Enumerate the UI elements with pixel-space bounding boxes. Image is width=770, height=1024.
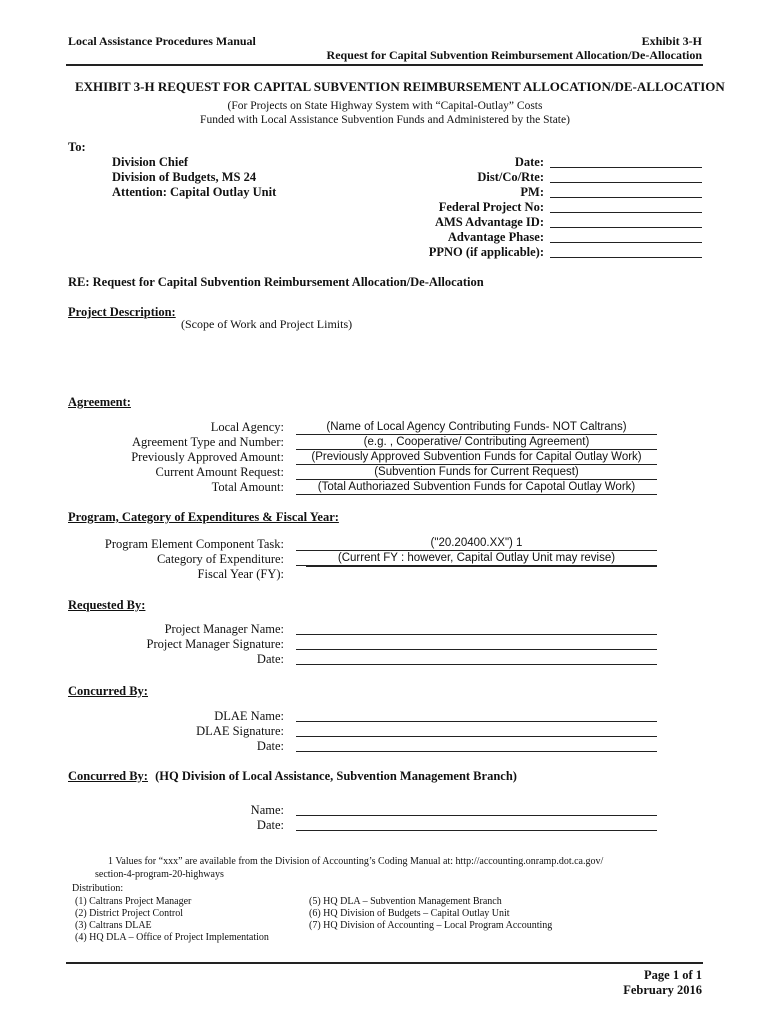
fiscal-year-field[interactable] — [306, 566, 657, 567]
header-subtitle: Request for Capital Subvention Reimbursement Allocation/De-Allocation — [326, 48, 702, 62]
dlae-date-field[interactable] — [296, 751, 657, 752]
title-prefix: EXHIBIT 3-H — [75, 79, 155, 94]
agreement-type-label: Agreement Type and Number: — [132, 435, 284, 449]
distribution-item: (6) HQ Division of Budgets – Capital Outlay Unit — [309, 908, 510, 919]
ppno-field[interactable] — [550, 257, 702, 258]
requested-date-field[interactable] — [296, 664, 657, 665]
federal-project-label: Federal Project No: — [438, 200, 544, 214]
category-expenditure-field[interactable]: (Current FY : however, Capital Outlay Unit may revise) — [296, 551, 657, 566]
document-title — [75, 79, 725, 95]
fiscal-year-label: Fiscal Year (FY): — [197, 567, 284, 581]
current-amount-field[interactable]: (Subvention Funds for Current Request) — [296, 465, 657, 480]
total-amount-label: Total Amount: — [211, 480, 284, 494]
advantage-phase-field[interactable] — [550, 242, 702, 243]
page-number: Page 1 of 1 — [644, 968, 702, 982]
dlae-name-field[interactable] — [296, 721, 657, 722]
hq-name-field[interactable] — [296, 815, 657, 816]
dlae-signature-field[interactable] — [296, 736, 657, 737]
program-heading: Program, Category of Expenditures & Fiscal Year: — [68, 510, 339, 524]
pm-field[interactable] — [550, 197, 702, 198]
advantage-phase-label: Advantage Phase: — [447, 230, 544, 244]
manual-title: Local Assistance Procedures Manual — [68, 34, 256, 48]
footer-rule — [66, 962, 703, 964]
requested-by-heading: Requested By: — [68, 598, 146, 612]
previously-approved-field[interactable]: (Previously Approved Subvention Funds for Capital Outlay Work) — [296, 450, 657, 465]
concurred-by-hq-rest: (HQ Division of Local Assistance, Subvention Management Branch) — [155, 769, 517, 783]
footnote-line-2: section-4-program-20-highways — [95, 869, 224, 880]
current-amount-label: Current Amount Request: — [155, 465, 284, 479]
dlae-signature-label: DLAE Signature: — [196, 724, 284, 738]
total-amount-field[interactable]: (Total Authoriazed Subvention Funds for Capotal Outlay Work) — [296, 480, 657, 495]
agreement-heading: Agreement: — [68, 395, 131, 409]
local-agency-field[interactable]: (Name of Local Agency Contributing Funds- NOT Caltrans) — [296, 420, 657, 435]
program-element-field[interactable]: ("20.20400.XX") 1 — [296, 536, 657, 551]
to-line-3: Attention: Capital Outlay Unit — [112, 185, 277, 199]
category-expenditure-label: Category of Expenditure: — [156, 552, 284, 566]
distribution-item: (1) Caltrans Project Manager — [75, 896, 192, 907]
concurred-by-hq-heading — [68, 769, 517, 784]
pm-name-field[interactable] — [296, 634, 657, 635]
title-sub-2: Funded with Local Assistance Subvention Funds and Administered by the State) — [200, 114, 570, 126]
distribution-label: Distribution: — [72, 883, 124, 894]
ppno-label: PPNO (if applicable): — [428, 245, 544, 259]
federal-project-field[interactable] — [550, 212, 702, 213]
footer-date: February 2016 — [623, 983, 702, 997]
distribution-item: (3) Caltrans DLAE — [75, 920, 152, 931]
requested-date-label: Date: — [256, 652, 284, 666]
hq-date-field[interactable] — [296, 830, 657, 831]
to-line-1: Division Chief — [112, 155, 189, 169]
to-label: To: — [68, 140, 86, 154]
previously-approved-label: Previously Approved Amount: — [131, 450, 284, 464]
pm-label: PM: — [520, 185, 544, 199]
distribution-item: (7) HQ Division of Accounting – Local Program Accounting — [309, 920, 553, 931]
pm-name-label: Project Manager Name: — [164, 622, 284, 636]
pm-signature-field[interactable] — [296, 649, 657, 650]
date-label: Date: — [514, 155, 544, 169]
dist-co-rte-field[interactable] — [550, 182, 702, 183]
dlae-name-label: DLAE Name: — [214, 709, 284, 723]
exhibit-number: Exhibit 3-H — [641, 34, 702, 48]
concurred-by-hq-label: Concurred By: — [68, 769, 148, 783]
header-rule — [66, 64, 703, 66]
distribution-item: (2) District Project Control — [75, 908, 184, 919]
pm-signature-label: Project Manager Signature: — [146, 637, 284, 651]
agreement-type-field[interactable]: (e.g. , Cooperative/ Contributing Agreement) — [296, 435, 657, 450]
ams-advantage-field[interactable] — [550, 227, 702, 228]
footnote-line-1: 1 Values for “xxx” are available from the Division of Accounting’s Coding Manual at: http://accounting.onramp.dot.ca.gov/ — [108, 856, 604, 867]
hq-date-label: Date: — [256, 818, 284, 832]
title-main: REQUEST FOR CAPITAL SUBVENTION REIMBURSEMENT ALLOCATION/DE-ALLOCATION — [157, 79, 725, 94]
distribution-item: (5) HQ DLA – Subvention Management Branch — [309, 896, 502, 907]
dist-co-rte-label: Dist/Co/Rte: — [477, 170, 544, 184]
hq-name-label: Name: — [250, 803, 284, 817]
title-sub-1: (For Projects on State Highway System with “Capital-Outlay” Costs — [227, 100, 543, 112]
dlae-date-label: Date: — [256, 739, 284, 753]
date-field[interactable] — [550, 167, 702, 168]
distribution-item: (4) HQ DLA – Office of Project Implementation — [75, 932, 269, 943]
to-line-2: Division of Budgets, MS 24 — [112, 170, 257, 184]
concurred-by-dlae-heading: Concurred By: — [68, 684, 148, 698]
ams-advantage-label: AMS Advantage ID: — [434, 215, 544, 229]
re-line: RE: Request for Capital Subvention Reimbursement Allocation/De-Allocation — [68, 275, 484, 289]
project-description-heading: Project Description: — [68, 305, 176, 319]
project-description-hint: (Scope of Work and Project Limits) — [181, 317, 353, 331]
local-agency-label: Local Agency: — [210, 420, 284, 434]
program-element-label: Program Element Component Task: — [104, 537, 284, 551]
